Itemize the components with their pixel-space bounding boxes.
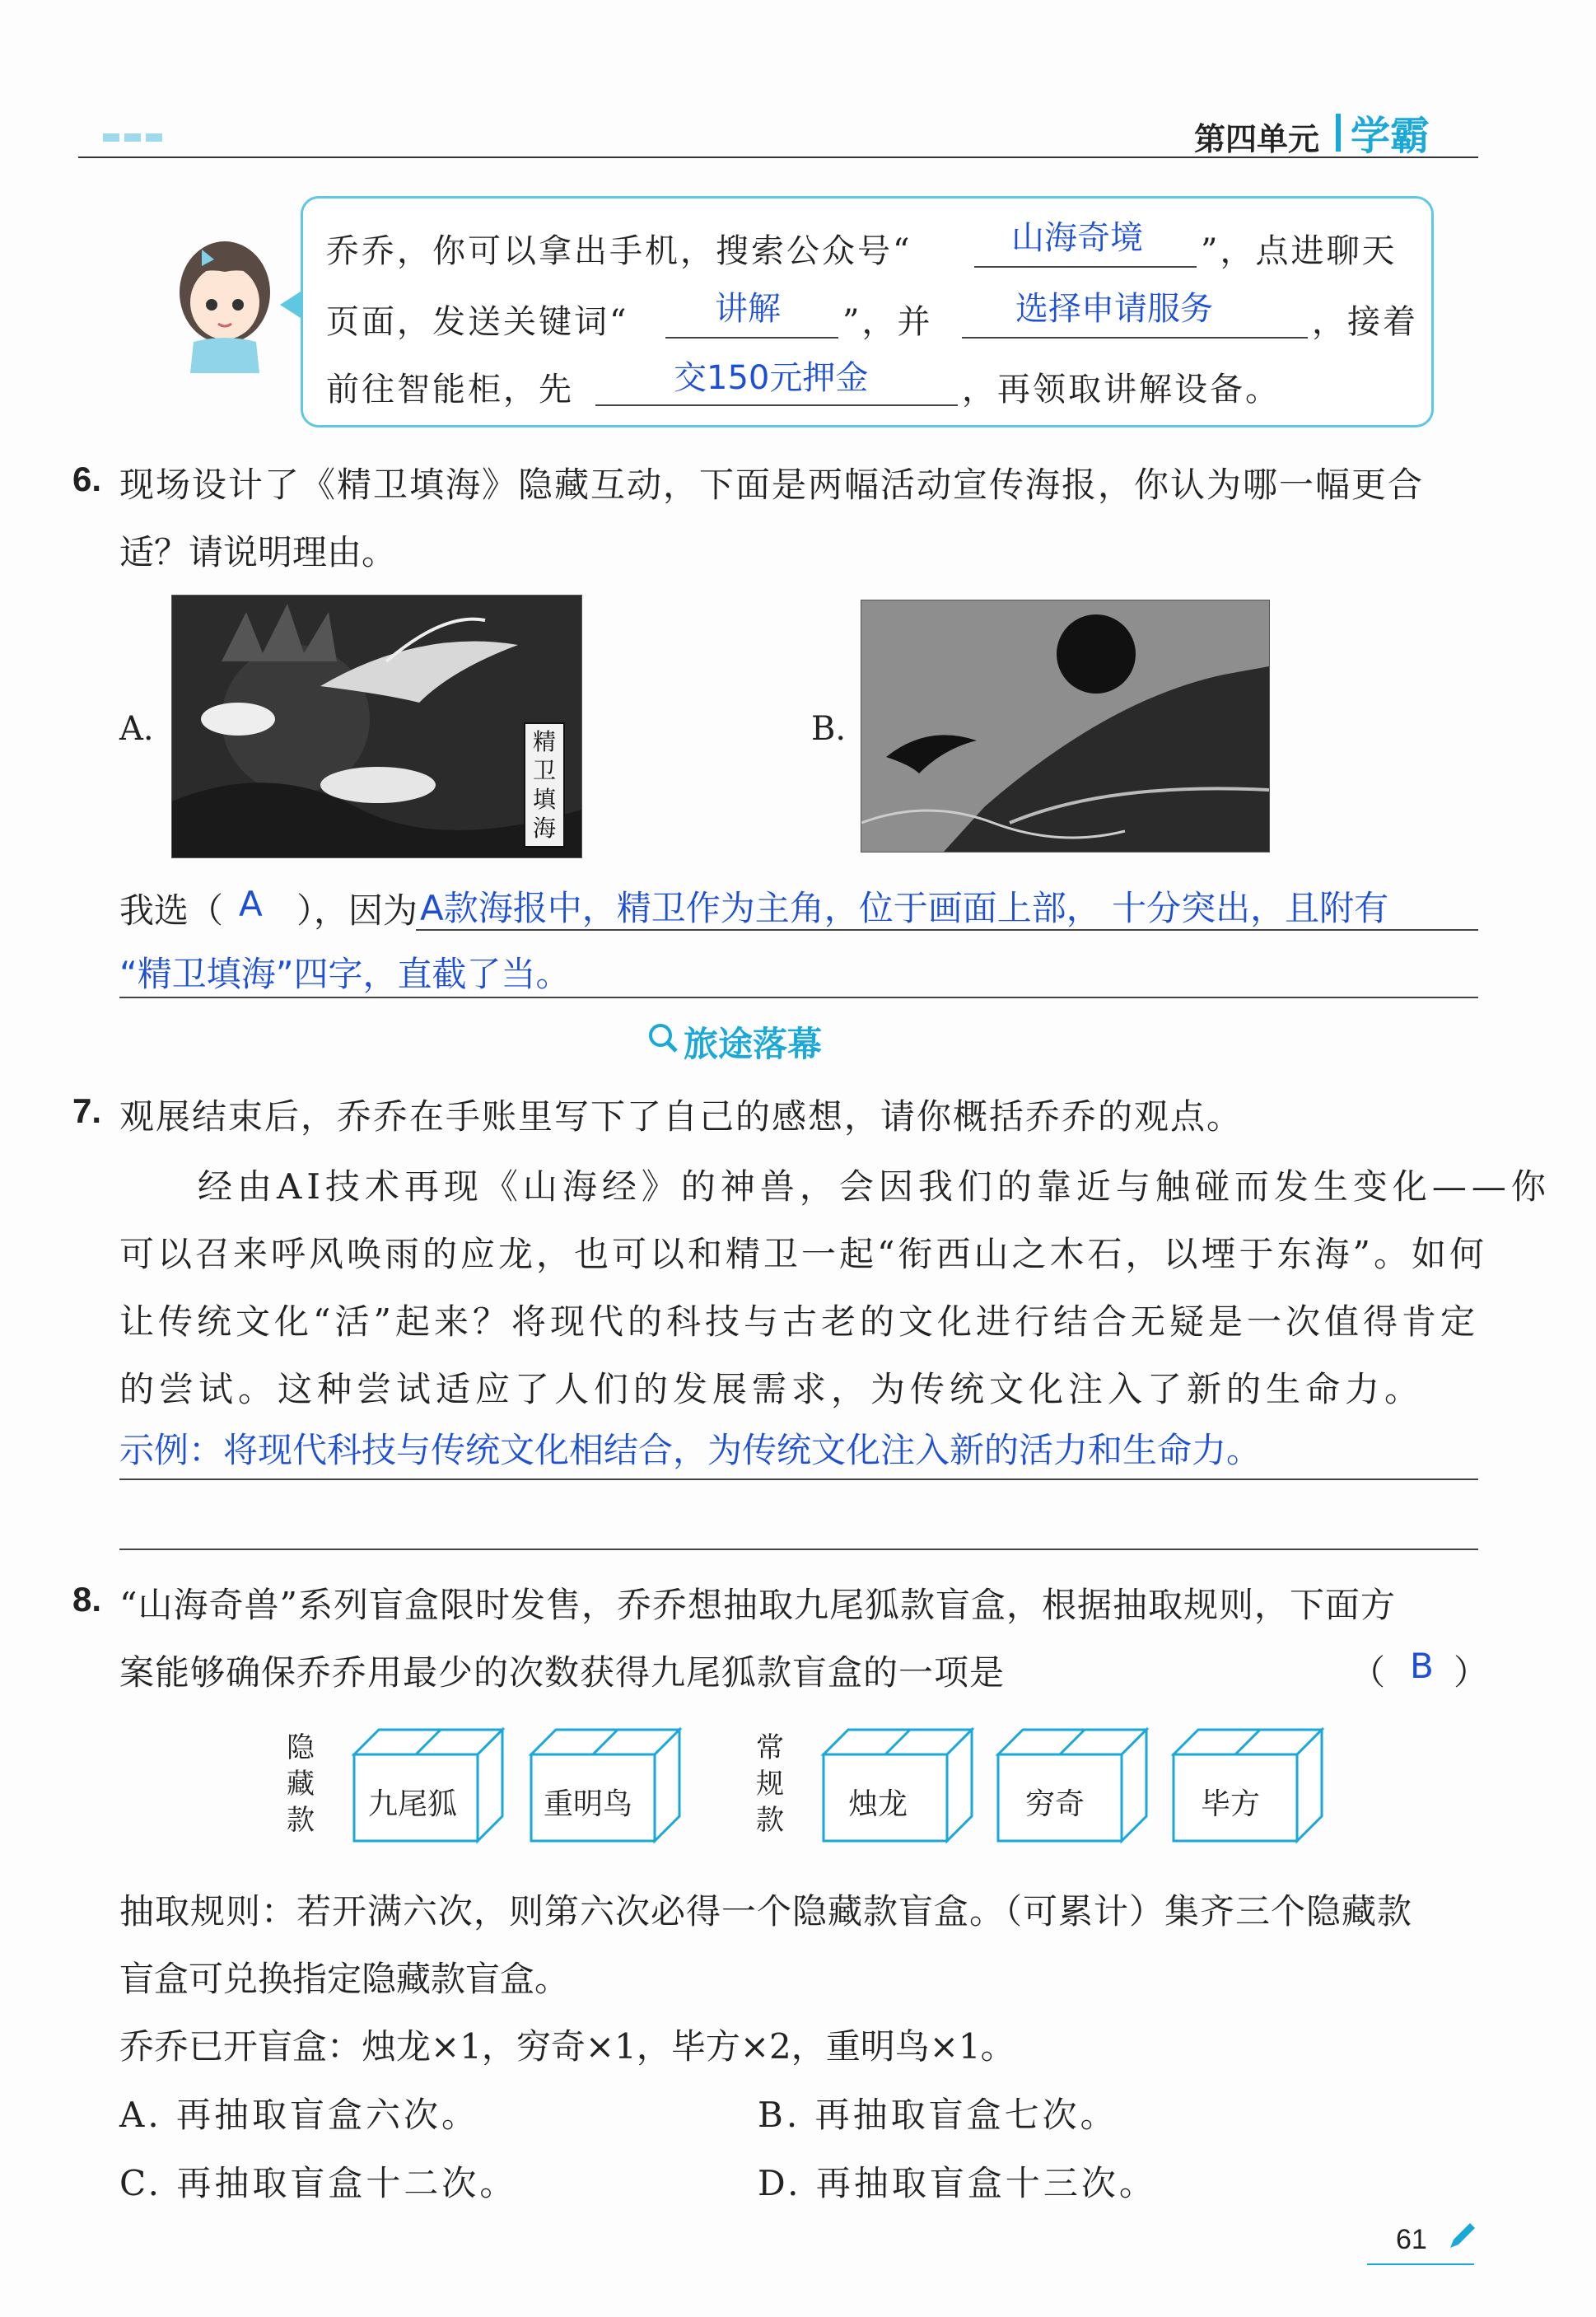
- bubble-text: ，接着: [1312, 303, 1418, 341]
- box-chongmingniao: 重明鸟: [544, 1787, 633, 1821]
- passage-line: 的尝试。这种尝试适应了人们的发展需求，为传统文化注入了新的生命力。: [119, 1369, 1425, 1409]
- choice-b: B. 再抽取盲盒七次。: [758, 2095, 1118, 2135]
- box-bifang: 毕方: [1201, 1787, 1261, 1821]
- paren-open: （: [1351, 1652, 1386, 1693]
- answer-blank: 选择申请服务: [1015, 290, 1213, 328]
- bubble-text: 乔乔，你可以拿出手机，搜索公众号“: [326, 232, 912, 270]
- question-number: 7.: [72, 1091, 102, 1130]
- bubble-text: 前往智能柜，先: [326, 371, 574, 409]
- question-text: 现场设计了《精卫填海》隐藏互动，下面是两幅活动宣传海报，你认为哪一幅更合: [119, 465, 1425, 505]
- answer-text: “精卫填海”四字，直截了当。: [119, 954, 571, 994]
- answer-choice: B: [1410, 1646, 1434, 1686]
- bubble-text: ”，点进聊天: [1201, 232, 1398, 270]
- question-text: 案能够确保乔乔用最少的次数获得九尾狐款盲盒的一项是: [119, 1652, 1006, 1693]
- answer-choice: A: [239, 884, 263, 924]
- paren-close: ）: [1454, 1652, 1489, 1693]
- header-decoration: [103, 129, 167, 145]
- choice-c: C. 再抽取盲盒十二次。: [119, 2163, 518, 2203]
- question-number: 8.: [72, 1580, 102, 1619]
- bubble-text: ，再领取讲解设备。: [962, 371, 1281, 409]
- answer-lead: 我选（: [119, 890, 224, 931]
- bubble-tail: [280, 290, 303, 320]
- passage-line: 可以召来呼风唤雨的应龙，也可以和精卫一起“衔西山之木石，以堙于东海”。如何: [119, 1234, 1487, 1274]
- answer-blank: 讲解: [715, 290, 781, 328]
- question-text: 适？请说明理由。: [119, 532, 397, 572]
- box-jiuweihu: 九尾狐: [368, 1787, 458, 1821]
- search-icon: [646, 1021, 679, 1054]
- option-label-b: B.: [811, 710, 847, 748]
- rule-text: 抽取规则：若开满六次，则第六次必得一个隐藏款盲盒。（可累计）集齐三个隐藏款: [119, 1891, 1413, 1932]
- answer-text: A款海报中，精卫作为主角，位于画面上部， 十分突出，且附有: [420, 888, 1389, 928]
- answer-blank: 交150元押金: [674, 359, 869, 397]
- opened-text: 乔乔已开盲盒：烛龙×1，穷奇×1，毕方×2，重明鸟×1。: [119, 2026, 1015, 2067]
- box-illustrations: [346, 1721, 1334, 1845]
- poster-b: [861, 600, 1270, 853]
- brand-divider: [1336, 114, 1341, 152]
- option-label-a: A.: [119, 710, 154, 748]
- box-zhulong: 烛龙: [848, 1787, 908, 1821]
- poster-a-title: 精卫填海: [532, 728, 556, 842]
- unit-title: 第四单元: [1194, 121, 1320, 157]
- footer-rule: [1367, 2263, 1474, 2265]
- header-rule: [78, 156, 1478, 158]
- passage-line: 经由AI技术再现《山海经》的神兽，会因我们的靠近与触碰而发生变化——你: [198, 1166, 1551, 1207]
- answer-text: 示例：将现代科技与传统文化相结合，为传统文化注入新的活力和生命力。: [119, 1430, 1262, 1470]
- hidden-label: 隐藏款: [287, 1731, 315, 1837]
- rule-text: 盲盒可兑换指定隐藏款盲盒。: [119, 1959, 570, 1999]
- choice-a: A. 再抽取盲盒六次。: [119, 2095, 480, 2135]
- pencil-icon: [1445, 2220, 1478, 2253]
- box-qiongqi: 穷奇: [1025, 1787, 1085, 1821]
- speech-bubble: [301, 196, 1434, 427]
- question-text: “山海奇兽”系列盲盒限时发售，乔乔想抽取九尾狐款盲盒，根据抽取规则，下面方: [119, 1585, 1396, 1625]
- choice-d: D. 再抽取盲盒十三次。: [758, 2163, 1157, 2203]
- answer-blank: 山海奇境: [1011, 219, 1143, 257]
- regular-label: 常规款: [756, 1731, 784, 1837]
- page-number: 61: [1396, 2224, 1427, 2255]
- brand-logo: 学霸: [1351, 113, 1430, 159]
- question-text: 观展结束后，乔乔在手账里写下了自己的感想，请你概括乔乔的观点。: [119, 1096, 1244, 1137]
- passage-line: 让传统文化“活”起来？将现代的科技与古老的文化进行结合无疑是一次值得肯定: [119, 1301, 1479, 1342]
- answer-mid: ），因为: [296, 890, 418, 931]
- bubble-text: 页面，发送关键词“: [326, 303, 629, 341]
- poster-a: [171, 595, 582, 858]
- question-number: 6.: [72, 460, 102, 498]
- girl-avatar: [169, 235, 280, 375]
- section-title: 旅途落幕: [684, 1024, 823, 1064]
- bubble-text: ”，并: [842, 303, 933, 341]
